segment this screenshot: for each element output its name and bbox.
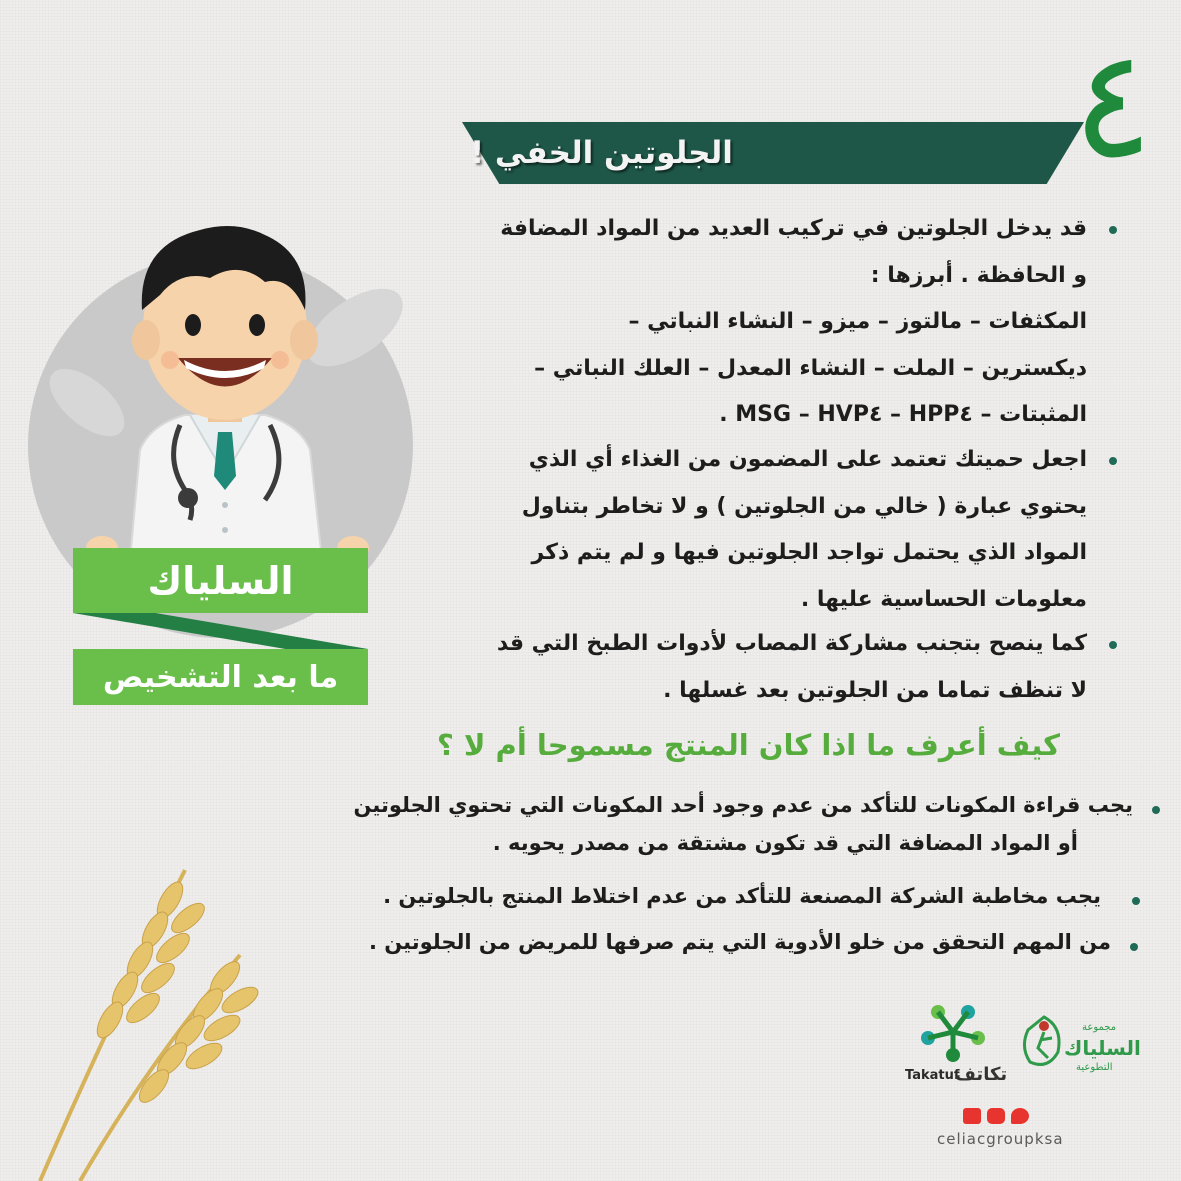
group-sub-label: التطوعية	[1076, 1062, 1113, 1073]
text-line: و الحافظة . أبرزها :	[870, 262, 1087, 288]
instagram-icon[interactable]	[987, 1108, 1005, 1124]
badge-banner-top: السلياك	[73, 548, 368, 613]
text-line: يجب مخاطبة الشركة المصنعة للتأكد من عدم اختلاط المنتج بالجلوتين .	[383, 884, 1101, 908]
text-line: اجعل حميتك تعتمد على المضمون من الغذاء أي الذي	[437, 437, 1087, 484]
page-title: الجلوتين الخفي !	[470, 135, 733, 171]
social-handle: celiacgroupksa	[937, 1130, 1064, 1148]
bullet-item	[241, 884, 1101, 908]
text-line: ديكسترين – الملت – النشاء المعدل – العلك النباتي –	[534, 355, 1087, 381]
text-line: المكثفات – مالتوز – ميزو – النشاء النباتي –	[628, 309, 1087, 334]
bullet-dot	[1152, 806, 1160, 814]
bullet-item	[233, 793, 1133, 855]
social-icons	[963, 1108, 1029, 1124]
takatuf-latin: Takatuf	[905, 1068, 960, 1083]
text-line: كما ينصح بتجنب مشاركة المصاب لأدوات الطبخ التي قد	[437, 621, 1087, 668]
celiac-group-logo-icon	[1018, 1012, 1070, 1072]
bullet-dot	[1130, 943, 1138, 951]
text-line: لا تنظف تماما من الجلوتين بعد غسلها .	[663, 677, 1087, 703]
group-top-label: مجموعة	[1082, 1022, 1117, 1033]
badge-banner-bottom: ما بعد التشخيص	[73, 649, 368, 705]
text-line: يجب قراءة المكونات للتأكد من عدم وجود أحد المكونات التي تحتوي الجلوتين	[353, 793, 1133, 817]
text-line: من المهم التحقق من خلو الأدوية التي يتم صرفها للمريض من الجلوتين .	[368, 930, 1111, 954]
bullet-item	[437, 206, 1087, 439]
bullet-dot	[1132, 897, 1140, 905]
takatuf-arabic: تكاتف	[955, 1064, 1008, 1085]
text-line: أو المواد المضافة التي قد تكون مشتقة من مصدر يحويه .	[492, 831, 1078, 855]
text-line: قد يدخل الجلوتين في تركيب العديد من المواد المضافة	[437, 206, 1087, 253]
group-name: السلياك	[1064, 1036, 1141, 1060]
section-heading: كيف أعرف ما اذا كان المنتج مسموحا أم لا ؟	[436, 728, 1060, 762]
bullet-item	[251, 930, 1111, 954]
text-line: المواد الذي يحتمل تواجد الجلوتين فيها و لم يتم ذكر	[531, 540, 1087, 565]
twitter-icon[interactable]	[1011, 1108, 1029, 1124]
youtube-icon[interactable]	[963, 1108, 981, 1124]
text-line: معلومات الحساسية عليها .	[800, 586, 1087, 612]
doctor-illustration	[60, 200, 390, 560]
step-number: ٤	[1072, 18, 1153, 192]
takatuf-logo-icon	[918, 1000, 988, 1065]
bullet-item	[437, 621, 1087, 714]
text-line: المثبتات – HPP٤ – MSG – HVP٤ .	[719, 402, 1087, 427]
text-line: يحتوي عبارة ( خالي من الجلوتين ) و لا تخاطر بتناول	[521, 493, 1087, 519]
wheat-decoration	[0, 860, 260, 1181]
bullet-item	[437, 437, 1087, 623]
